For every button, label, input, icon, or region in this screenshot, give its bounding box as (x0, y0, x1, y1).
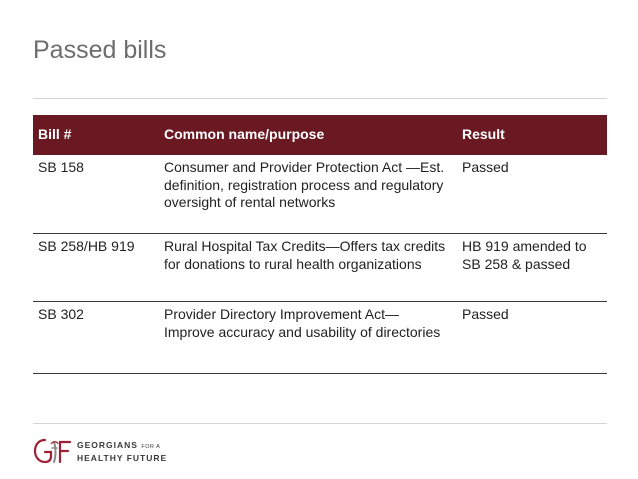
page-title: Passed bills (33, 36, 167, 64)
table-row (33, 302, 607, 374)
organization-logo (33, 436, 168, 466)
header-bill-number: Bill # (33, 115, 159, 155)
logo-word-for-a: FOR A (141, 444, 161, 450)
result-cell: HB 919 amended to SB 258 & passed (457, 234, 607, 302)
table-row (33, 234, 607, 302)
header-common-name: Common name/purpose (159, 115, 457, 155)
logo-text-line1 (77, 440, 167, 453)
logo-word-georgians: GEORGIANS (77, 440, 138, 450)
bill-number-cell: SB 258/HB 919 (33, 234, 159, 302)
logo-mark-icon (33, 436, 73, 466)
bottom-divider (33, 423, 607, 424)
bill-number-cell: SB 302 (33, 302, 159, 374)
result-cell: Passed (457, 302, 607, 374)
bills-table (33, 115, 607, 374)
result-cell: Passed (457, 155, 607, 234)
purpose-cell: Provider Directory Improvement Act— Improve accuracy and usability of directories (159, 302, 457, 374)
logo-text-line2: HEALTHY FUTURE (77, 453, 168, 463)
purpose-cell: Rural Hospital Tax Credits—Offers tax credits for donations to rural health organizations (159, 234, 457, 302)
table-row (33, 155, 607, 234)
bill-number-cell: SB 158 (33, 155, 159, 234)
table-header-row (33, 115, 607, 155)
top-divider (33, 98, 607, 99)
header-result: Result (457, 115, 607, 155)
purpose-cell: Consumer and Provider Protection Act —Est. definition, registration process and regulatory oversight of rental networks (159, 155, 457, 234)
